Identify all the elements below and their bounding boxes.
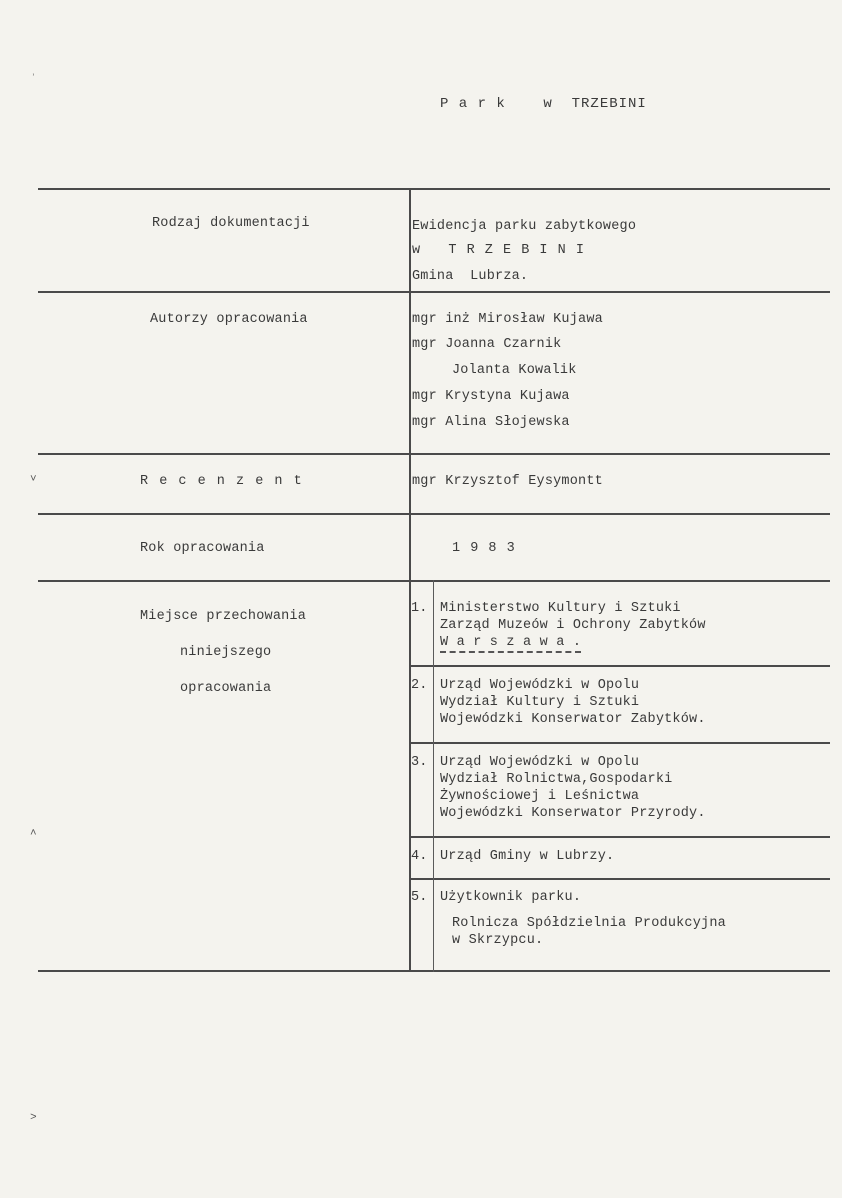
value-rodzaj-line: w T R Z E B I N I: [412, 243, 585, 258]
entry-line: Urząd Wojewódzki w Opolu: [440, 755, 640, 770]
table-rule: [410, 665, 830, 667]
margin-mark: ˅: [30, 474, 37, 486]
label-autorzy: Autorzy opracowania: [150, 312, 308, 327]
value-autorzy-line: mgr Alina Słojewska: [412, 415, 570, 430]
entry-line: Zarząd Muzeów i Ochrony Zabytków: [440, 618, 706, 633]
value-autorzy-line: mgr inż Mirosław Kujawa: [412, 312, 603, 327]
table-rule: [38, 188, 830, 190]
entry-number: 5.: [411, 890, 428, 905]
value-recenzent: mgr Krzysztof Eysymontt: [412, 474, 603, 489]
entry-number: 3.: [411, 755, 428, 770]
table-rule: [410, 836, 830, 838]
entry-line: Urząd Wojewódzki w Opolu: [440, 678, 640, 693]
table-rule: [38, 513, 830, 515]
entry-line: Rolnicza Spółdzielnia Produkcyjna: [452, 916, 726, 931]
entry-line: Żywnościowej i Leśnictwa: [440, 789, 640, 804]
table-rule: [410, 742, 830, 744]
table-rule: [38, 453, 830, 455]
entry-line: Wydział Kultury i Sztuki: [440, 695, 640, 710]
label-miejsce-line: opracowania: [180, 681, 272, 696]
table-rule: [38, 291, 830, 293]
value-rodzaj-line: Ewidencja parku zabytkowego: [412, 219, 637, 234]
entry-line: Wojewódzki Konserwator Zabytków.: [440, 712, 706, 727]
label-rok: Rok opracowania: [140, 541, 265, 556]
label-recenzent: R e c e n z e n t: [140, 474, 304, 489]
entry-line: W a r s z a w a .: [440, 634, 581, 653]
value-autorzy-line: mgr Joanna Czarnik: [412, 337, 562, 352]
table-rule: [38, 580, 830, 582]
label-rodzaj: Rodzaj dokumentacji: [152, 216, 310, 231]
label-miejsce-line: niniejszego: [180, 645, 272, 660]
value-rok: 1 9 8 3: [452, 541, 516, 556]
entry-line: Urząd Gminy w Lubrzy.: [440, 849, 615, 864]
value-rodzaj-line: Gmina Lubrza.: [412, 269, 529, 284]
margin-mark: ˒: [30, 68, 37, 80]
value-autorzy-line: mgr Krystyna Kujawa: [412, 389, 570, 404]
number-column-divider: [433, 580, 434, 972]
entry-number: 2.: [411, 678, 428, 693]
page-title: P a r k w TRZEBINI: [440, 96, 647, 112]
entry-line: Użytkownik parku.: [440, 890, 582, 905]
entry-number: 4.: [411, 849, 428, 864]
entry-number: 1.: [411, 601, 428, 616]
margin-mark: ˄: [30, 828, 37, 840]
entry-line: Ministerstwo Kultury i Sztuki: [440, 601, 681, 616]
value-autorzy-line: Jolanta Kowalik: [452, 363, 577, 378]
table-rule: [38, 970, 830, 972]
entry-line: Wojewódzki Konserwator Przyrody.: [440, 806, 706, 821]
label-miejsce-line: Miejsce przechowania: [140, 609, 307, 624]
entry-line: w Skrzypcu.: [452, 933, 544, 948]
margin-mark: ˃: [30, 1112, 37, 1124]
table-rule: [410, 878, 830, 880]
entry-line: Wydział Rolnictwa,Gospodarki: [440, 772, 673, 787]
